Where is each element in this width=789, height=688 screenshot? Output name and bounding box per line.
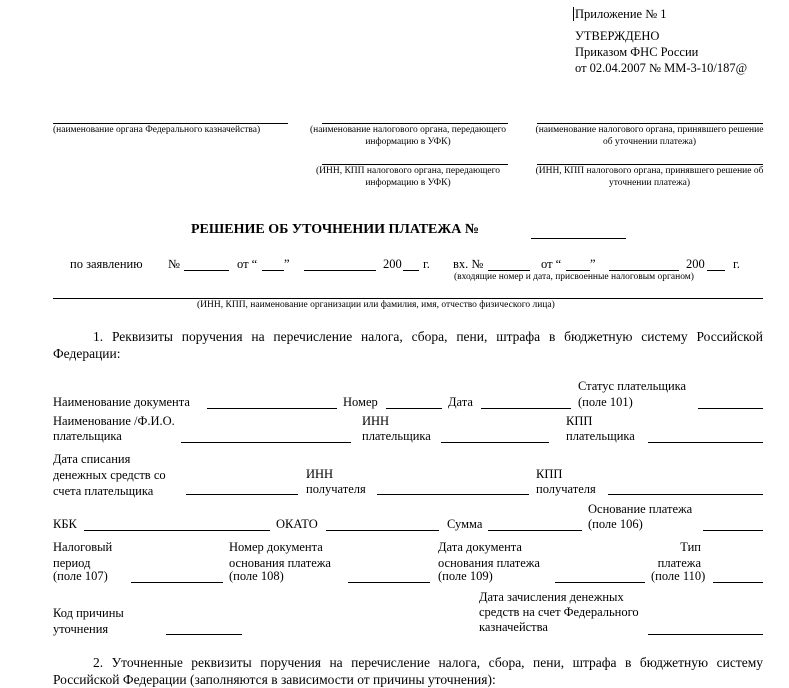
field-109-label: (поле 109) — [438, 569, 493, 583]
g-label-1: г. — [423, 257, 430, 271]
from-label-2: от “ — [541, 257, 562, 271]
organization-caption: (ИНН, КПП, наименование организации или фамилия, имя, отчество физического лица) — [197, 300, 555, 310]
doc-date-line[interactable] — [481, 408, 571, 409]
number-sign-1: № — [168, 257, 180, 271]
incoming-caption: (входящие номер и дата, присвоенные налоговым органом) — [454, 272, 694, 282]
tax-sender-inn-caption: (ИНН, КПП налогового органа, передающего информацию в УФК) — [315, 166, 501, 188]
payment-basis-line[interactable] — [703, 530, 763, 531]
text-cursor — [573, 7, 574, 21]
by-application-label: по заявлению — [70, 257, 143, 271]
payer-name-label: Наименование /Ф.И.О. плательщика — [53, 414, 175, 443]
from-close-quote-2: ” — [590, 257, 596, 271]
field-108-label: (поле 108) — [229, 569, 284, 583]
document-title: РЕШЕНИЕ ОБ УТОЧНЕНИИ ПЛАТЕЖА № — [191, 222, 479, 237]
kpp-payer-line[interactable] — [648, 442, 763, 443]
basis-doc-date-line[interactable] — [555, 582, 645, 583]
from-label-1: от “ — [237, 257, 258, 271]
tax-period-label: Налоговый период — [53, 540, 113, 570]
field-101-label: (поле 101) — [578, 395, 633, 409]
okato-label: ОКАТО — [276, 517, 318, 531]
doc-name-line[interactable] — [207, 408, 337, 409]
inn-recipient-line[interactable] — [377, 494, 529, 495]
credit-date-label: Дата зачисления денежных средств на счет Федерального казначейства — [479, 590, 639, 634]
field-107-label: (поле 107) — [53, 569, 108, 583]
application-day-line[interactable] — [262, 270, 284, 271]
kbk-label: КБК — [53, 517, 77, 531]
reason-code-line[interactable] — [166, 634, 242, 635]
payment-type-label: Тип платежа — [657, 540, 701, 570]
incoming-label: вх. № — [453, 257, 484, 271]
incoming-year-line[interactable] — [707, 270, 725, 271]
reason-code-label: Код причины уточнения — [53, 606, 124, 636]
credit-date-line[interactable] — [648, 634, 763, 635]
sum-label: Сумма — [447, 517, 483, 531]
tax-decider-name-caption: (наименование налогового органа, принявшего решение об уточнении платежа) — [535, 125, 764, 147]
kpp-payer-label: КПП плательщика — [566, 414, 635, 443]
section1-heading: 1. Реквизиты поручения на перечисление налога, сбора, пени, штрафа в бюджетную систему Российской Федерации: — [53, 329, 763, 361]
basis-doc-date-label: Дата документа основания платежа — [438, 540, 540, 570]
application-year-line[interactable] — [403, 270, 419, 271]
inn-payer-line[interactable] — [441, 442, 549, 443]
sum-line[interactable] — [488, 530, 582, 531]
application-number-line[interactable] — [184, 270, 229, 271]
field-110-label: (поле 110) — [651, 569, 706, 583]
kbk-line[interactable] — [84, 530, 270, 531]
tax-sender-name-caption: (наименование налогового органа, передающего информацию в УФК) — [309, 125, 507, 147]
g-label-2: г. — [733, 257, 740, 271]
payer-status-line[interactable] — [698, 408, 763, 409]
debit-date-line[interactable] — [186, 494, 298, 495]
doc-number-label: Номер — [343, 395, 378, 409]
payment-basis-label: Основание платежа — [588, 502, 693, 516]
okato-line[interactable] — [326, 530, 439, 531]
doc-name-label: Наименование документа — [53, 395, 190, 409]
inn-payer-label: ИНН плательщика — [362, 414, 431, 443]
debit-date-label: Дата списания денежных средств со счета плательщика — [53, 452, 166, 498]
appendix-label: Приложение № 1 — [575, 7, 667, 21]
year-label-2: 200 — [686, 257, 705, 271]
order-label: Приказом ФНС России — [575, 45, 699, 59]
basis-doc-num-line[interactable] — [348, 582, 430, 583]
treasury-caption: (наименование органа Федерального казначейства) — [53, 125, 261, 135]
title-number-line[interactable] — [531, 238, 626, 239]
basis-doc-num-label: Номер документа основания платежа — [229, 540, 331, 570]
field-106-label: (поле 106) — [588, 517, 643, 531]
approved-label: УТВЕРЖДЕНО — [575, 29, 660, 43]
kpp-recipient-line[interactable] — [608, 494, 763, 495]
tax-period-line[interactable] — [131, 582, 223, 583]
kpp-recipient-label: КПП получателя — [536, 467, 596, 496]
payer-status-label: Статус плательщика — [578, 379, 687, 393]
doc-date-label: Дата — [448, 395, 473, 409]
application-month-line[interactable] — [304, 270, 376, 271]
year-label-1: 200 — [383, 257, 402, 271]
from-close-quote-1: ” — [284, 257, 290, 271]
section2-heading: 2. Уточненные реквизиты поручения на перечисление налога, сбора, пени, штрафа в бюджетную систему Российской Федерации (заполняются в зависимости от причины уточнения): — [53, 655, 763, 687]
payment-type-line[interactable] — [713, 582, 763, 583]
order-date: от 02.04.2007 № ММ-3-10/187@ — [575, 61, 748, 75]
doc-number-line[interactable] — [386, 408, 442, 409]
inn-recipient-label: ИНН получателя — [306, 467, 366, 496]
tax-decider-inn-caption: (ИНН, КПП налогового органа, принявшего решение об уточнении платежа) — [535, 166, 764, 188]
payer-name-line[interactable] — [181, 442, 351, 443]
